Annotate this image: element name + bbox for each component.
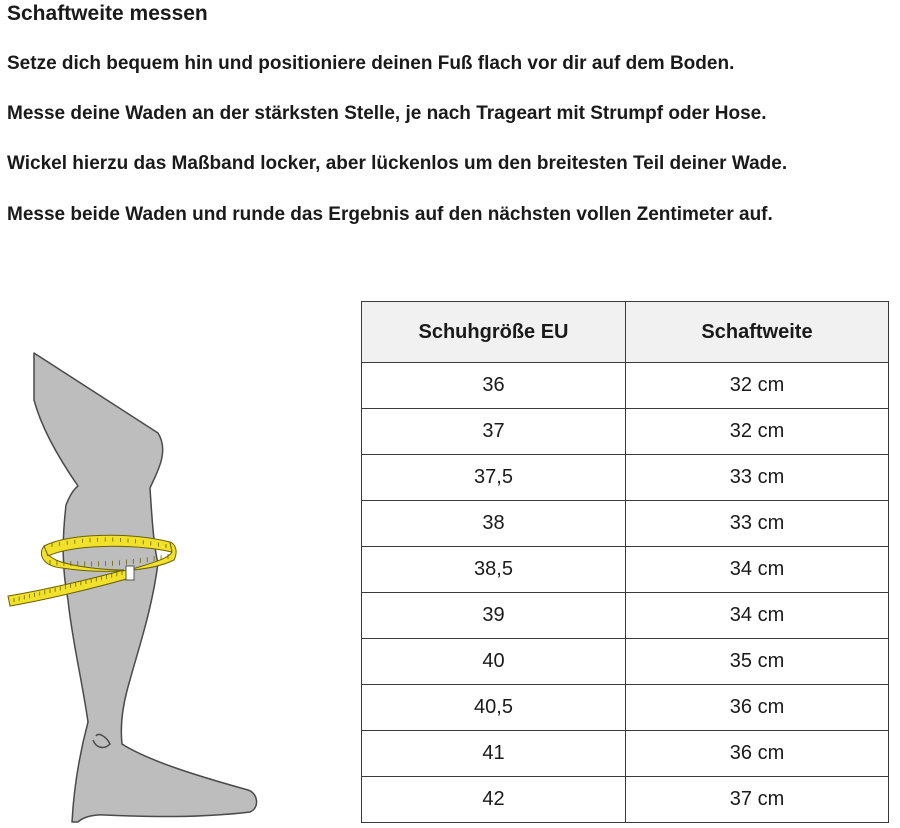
shaft-width-cell: 33 cm bbox=[626, 455, 889, 501]
page-title: Schaftweite messen bbox=[7, 2, 208, 25]
table-row bbox=[362, 409, 889, 455]
shoe-size-cell: 38 bbox=[362, 501, 626, 547]
instruction-1: Setze dich bequem hin und positioniere deinen Fuß flach vor dir auf dem Boden. bbox=[7, 53, 735, 74]
size-table bbox=[361, 301, 889, 823]
shoe-size-cell: 37 bbox=[362, 409, 626, 455]
shoe-size-cell: 39 bbox=[362, 593, 626, 639]
table-row bbox=[362, 593, 889, 639]
table-row bbox=[362, 363, 889, 409]
table-row bbox=[362, 731, 889, 777]
shoe-size-cell: 40,5 bbox=[362, 685, 626, 731]
shaft-width-cell: 34 cm bbox=[626, 593, 889, 639]
table-row bbox=[362, 455, 889, 501]
table-row bbox=[362, 501, 889, 547]
column-header-shoe-size: Schuhgröße EU bbox=[362, 302, 626, 363]
instruction-3: Wickel hierzu das Maßband locker, aber lückenlos um den breitesten Teil deiner Wade. bbox=[7, 153, 788, 174]
leg-measurement-illustration bbox=[0, 350, 300, 828]
table-row bbox=[362, 639, 889, 685]
shoe-size-cell: 42 bbox=[362, 777, 626, 823]
shaft-width-cell: 33 cm bbox=[626, 501, 889, 547]
shaft-width-cell: 35 cm bbox=[626, 639, 889, 685]
table-row bbox=[362, 777, 889, 823]
shoe-size-cell: 37,5 bbox=[362, 455, 626, 501]
shaft-width-cell: 32 cm bbox=[626, 363, 889, 409]
table-header-row bbox=[362, 302, 889, 363]
shaft-width-cell: 36 cm bbox=[626, 731, 889, 777]
instruction-4: Messe beide Waden und runde das Ergebnis auf den nächsten vollen Zentimeter auf. bbox=[7, 204, 773, 225]
table-row bbox=[362, 547, 889, 593]
shoe-size-cell: 40 bbox=[362, 639, 626, 685]
shaft-width-cell: 37 cm bbox=[626, 777, 889, 823]
column-header-shaft-width: Schaftweite bbox=[626, 302, 889, 363]
shaft-width-cell: 32 cm bbox=[626, 409, 889, 455]
tape-buckle bbox=[126, 566, 134, 580]
shaft-width-cell: 34 cm bbox=[626, 547, 889, 593]
shaft-width-cell: 36 cm bbox=[626, 685, 889, 731]
instruction-2: Messe deine Waden an der stärksten Stelle, je nach Trageart mit Strumpf oder Hose. bbox=[7, 103, 767, 124]
shoe-size-cell: 41 bbox=[362, 731, 626, 777]
shoe-size-cell: 36 bbox=[362, 363, 626, 409]
table-row bbox=[362, 685, 889, 731]
shoe-size-cell: 38,5 bbox=[362, 547, 626, 593]
